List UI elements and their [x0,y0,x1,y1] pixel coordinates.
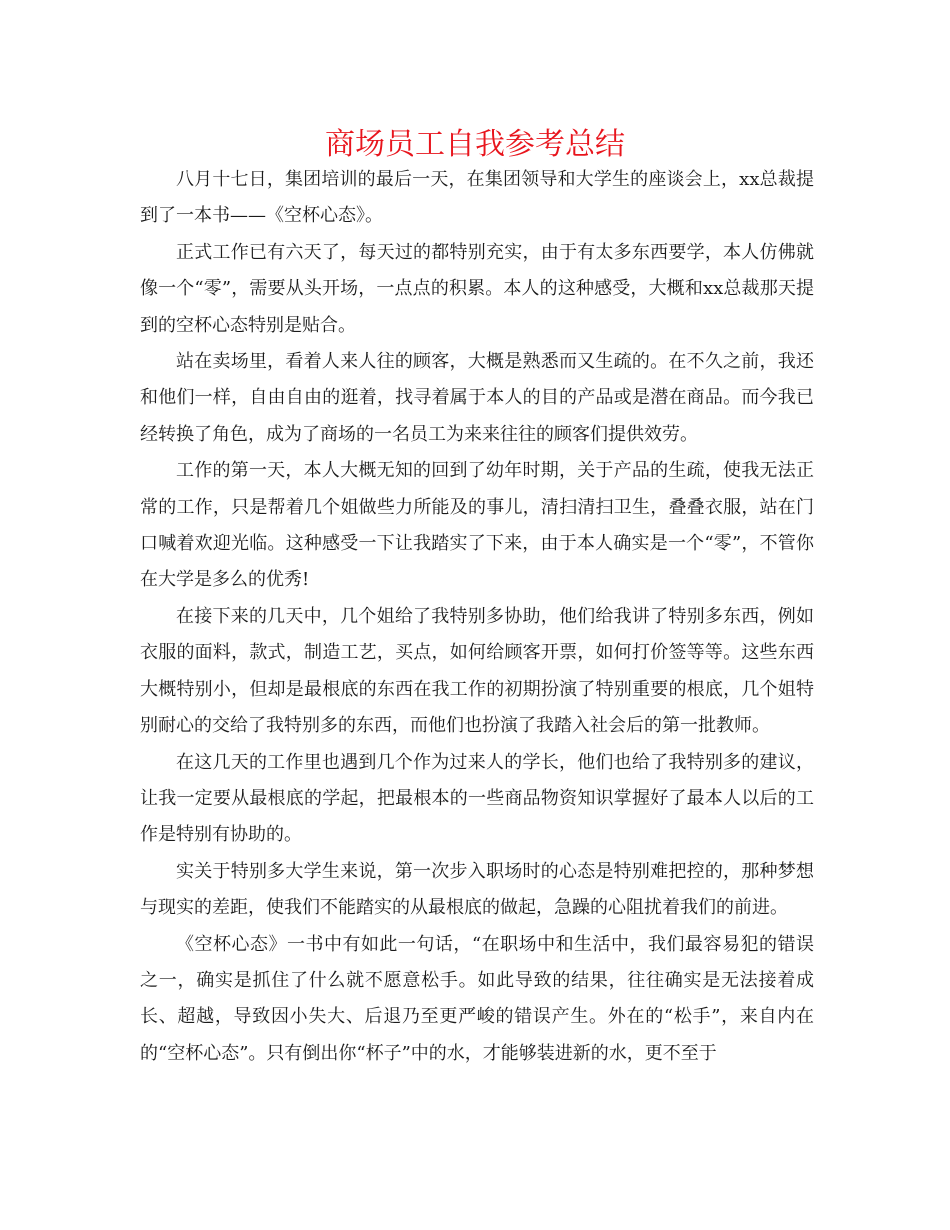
paragraph: 在这几天的工作里也遇到几个作为过来人的学长，他们也给了我特别多的建议，让我一定要从最根底的学起，把最根本的一些商品物资知识掌握好了最本人以后的工作是特别有协助的。 [140,751,814,846]
paragraph: 站在卖场里，看着人来人往的顾客，大概是熟悉而又生疏的。在不久之前，我还和他们一样，自由自由的逛着，找寻着属于本人的目的产品或是潜在商品。而今我已经转换了角色，成为了商场的一名员工为来来往往的顾客们提供效劳。 [140,351,814,445]
paragraph: 八月十七日，集团培训的最后一天，在集团领导和大学生的座谈会上，xx总裁提到了一本书——《空杯心态》。 [140,169,814,227]
document-title: 商场员工自我参考总结 [325,127,625,162]
paragraph: 正式工作已有六天了，每天过的都特别充实，由于有太多东西要学，本人仿佛就像一个“零”，需要从头开场，一点点的积累。本人的这种感受，大概和xx总裁那天提到的空杯心态特别是贴合。 [140,241,814,336]
paragraph: 工作的第一天，本人大概无知的回到了幼年时期，关于产品的生疏，使我无法正常的工作，只是帮着几个姐做些力所能及的事儿，清扫清扫卫生，叠叠衣服，站在门口喊着欢迎光临。这种感受一下让我踏实了下来，由于本人确实是一个“零”，不管你在大学是多么的优秀! [140,460,814,591]
paragraph: 实关于特别多大学生来说，第一次步入职场时的心态是特别难把控的，那种梦想与现实的差距，使我们不能踏实的从最根底的做起，急躁的心阻扰着我们的前进。 [140,860,814,919]
document-body [140,162,814,1072]
paragraph: 《空杯心态》一书中有如此一句话，“在职场中和生活中，我们最容易犯的错误之一，确实是抓住了什么就不愿意松手。如此导致的结果，往往确实是无法接着成长、超越，导致因小失大、后退乃至更严峻的错误产生。外在的“松手”，来自内在的“空杯心态”。只有倒出你“杯子”中的水，才能够装进新的水，更不至于 [140,933,814,1064]
paragraph: 在接下来的几天中，几个姐给了我特别多协助，他们给我讲了特别多东西，例如衣服的面料，款式，制造工艺，买点，如何给顾客开票，如何打价签等等。这些东西大概特别小，但却是最根底的东西在我工作的初期扮演了特别重要的根底，几个姐特别耐心的交给了我特别多的东西，而他们也扮演了我踏入社会后的第一批教师。 [140,605,814,737]
